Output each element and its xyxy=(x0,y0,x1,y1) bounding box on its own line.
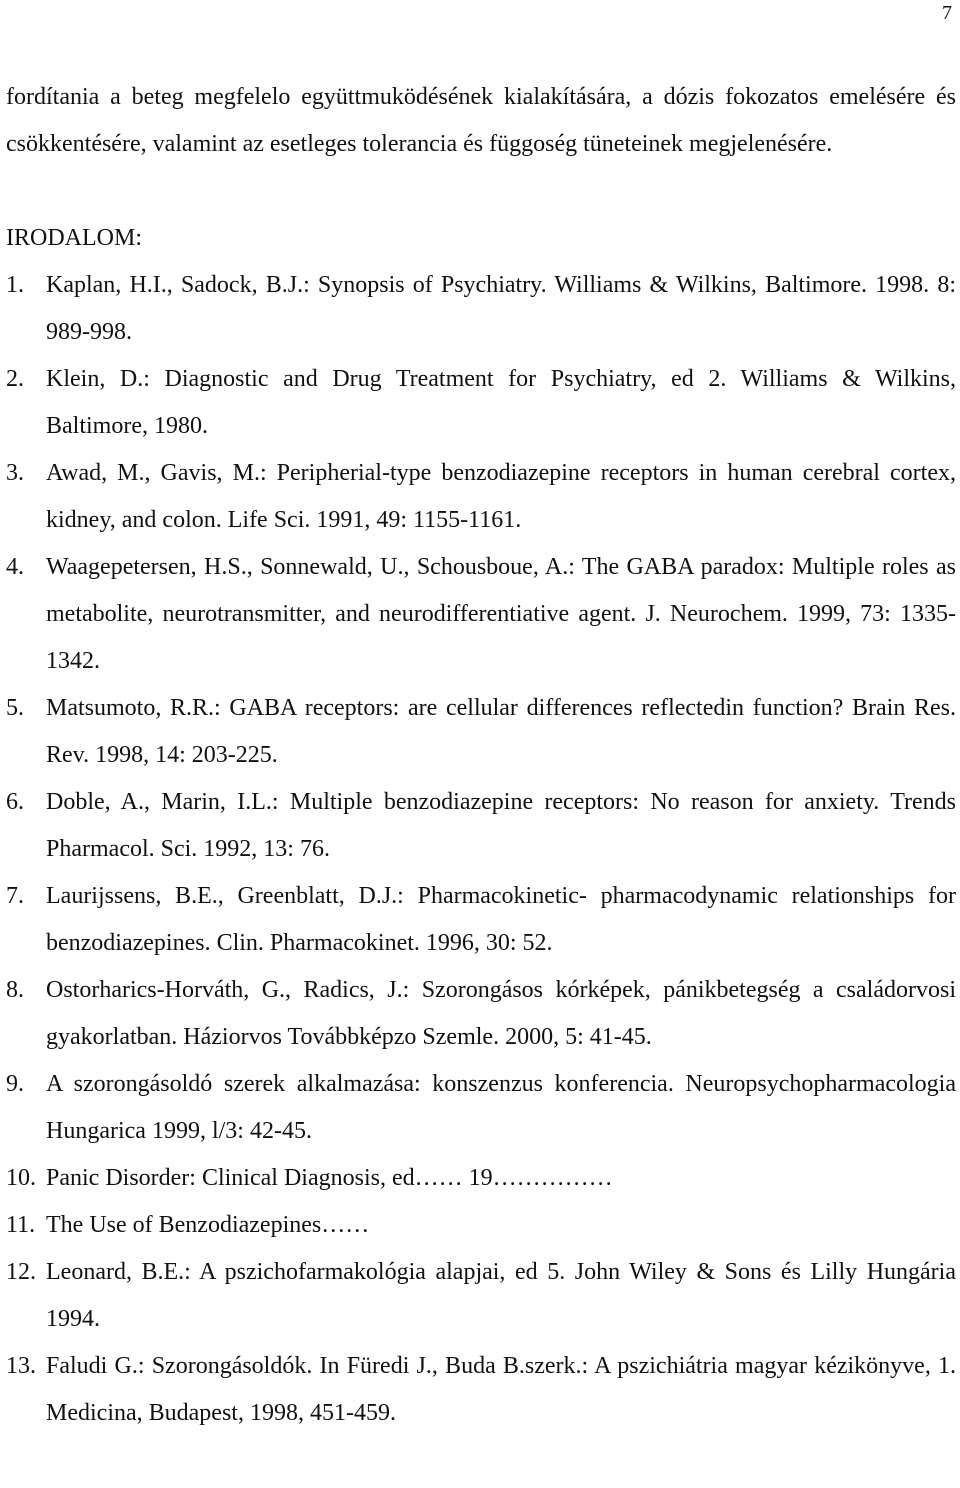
reference-text: Faludi G.: Szorongásoldók. In Füredi J., Buda B.szerk.: A pszichiátria magyar kézikönyve, 1. Medicina, Budapest, 1998, 451-459. xyxy=(46,1353,956,1426)
reference-item xyxy=(6,262,956,356)
reference-item xyxy=(6,873,956,967)
reference-text: Panic Disorder: Clinical Diagnosis, ed…… 19…………… xyxy=(46,1165,613,1191)
reference-number: 4. xyxy=(6,554,24,580)
reference-number: 13. xyxy=(6,1353,36,1379)
reference-number: 3. xyxy=(6,460,24,486)
reference-item xyxy=(6,685,956,779)
reference-number: 1. xyxy=(6,272,24,298)
reference-text: Waagepetersen, H.S., Sonnewald, U., Schousboue, A.: The GABA paradox: Multiple roles as metabolite, neurotransmitter, and neurodifferentiative agent. J. Neurochem. 1999, 73: 1335-1342. xyxy=(46,554,956,674)
reference-text: Klein, D.: Diagnostic and Drug Treatment for Psychiatry, ed 2. Williams & Wilkins, Baltimore, 1980. xyxy=(46,366,956,439)
reference-number: 8. xyxy=(6,977,24,1003)
reference-text: Matsumoto, R.R.: GABA receptors: are cellular differences reflectedin function? Brain Res. Rev. 1998, 14: 203-225. xyxy=(46,695,956,768)
reference-text: A szorongásoldó szerek alkalmazása: konszenzus konferencia. Neuropsychopharmacologia Hungarica 1999, l/3: 42-45. xyxy=(46,1071,956,1144)
reference-text: Awad, M., Gavis, M.: Peripherial-type benzodiazepine receptors in human cerebral cortex, kidney, and colon. Life Sci. 1991, 49: 1155-1161. xyxy=(46,460,956,533)
reference-number: 12. xyxy=(6,1259,36,1285)
reference-item xyxy=(6,450,956,544)
page-number: 7 xyxy=(942,2,952,24)
reference-number: 10. xyxy=(6,1165,36,1191)
reference-item xyxy=(6,356,956,450)
intro-paragraph: fordítania a beteg megfelelo együttmuködésének kialakítására, a dózis fokozatos emelésére és csökkentésére, valamint az esetleges tolerancia és függoség tüneteinek megjelenésére. xyxy=(6,84,956,157)
reference-item xyxy=(6,1061,956,1155)
reference-list xyxy=(6,262,956,1437)
reference-text: The Use of Benzodiazepines…… xyxy=(46,1212,370,1238)
reference-item xyxy=(6,1249,956,1343)
reference-item xyxy=(6,1202,956,1249)
reference-text: Doble, A., Marin, I.L.: Multiple benzodiazepine receptors: No reason for anxiety. Trends Pharmacol. Sci. 1992, 13: 76. xyxy=(46,789,956,862)
reference-item xyxy=(6,1343,956,1437)
reference-number: 2. xyxy=(6,366,24,392)
reference-number: 7. xyxy=(6,883,24,909)
reference-number: 6. xyxy=(6,789,24,815)
document-body xyxy=(6,74,956,1437)
reference-item xyxy=(6,779,956,873)
reference-number: 5. xyxy=(6,695,24,721)
reference-text: Ostorharics-Horváth, G., Radics, J.: Szorongásos kórképek, pánikbetegség a családorvosi gyakorlatban. Háziorvos Továbbképzo Szemle. 2000, 5: 41-45. xyxy=(46,977,956,1050)
reference-text: Laurijssens, B.E., Greenblatt, D.J.: Pharmacokinetic- pharmacodynamic relationships for benzodiazepines. Clin. Pharmacokinet. 1996, 30: 52. xyxy=(46,883,956,956)
reference-item xyxy=(6,1155,956,1202)
reference-number: 11. xyxy=(6,1212,36,1238)
reference-item xyxy=(6,967,956,1061)
references-heading: IRODALOM: xyxy=(6,225,142,251)
reference-text: Kaplan, H.I., Sadock, B.J.: Synopsis of Psychiatry. Williams & Wilkins, Baltimore. 1998. 8: 989-998. xyxy=(46,272,956,345)
reference-item xyxy=(6,544,956,685)
reference-number: 9. xyxy=(6,1071,24,1097)
reference-text: Leonard, B.E.: A pszichofarmakológia alapjai, ed 5. John Wiley & Sons és Lilly Hungária 1994. xyxy=(46,1259,956,1332)
